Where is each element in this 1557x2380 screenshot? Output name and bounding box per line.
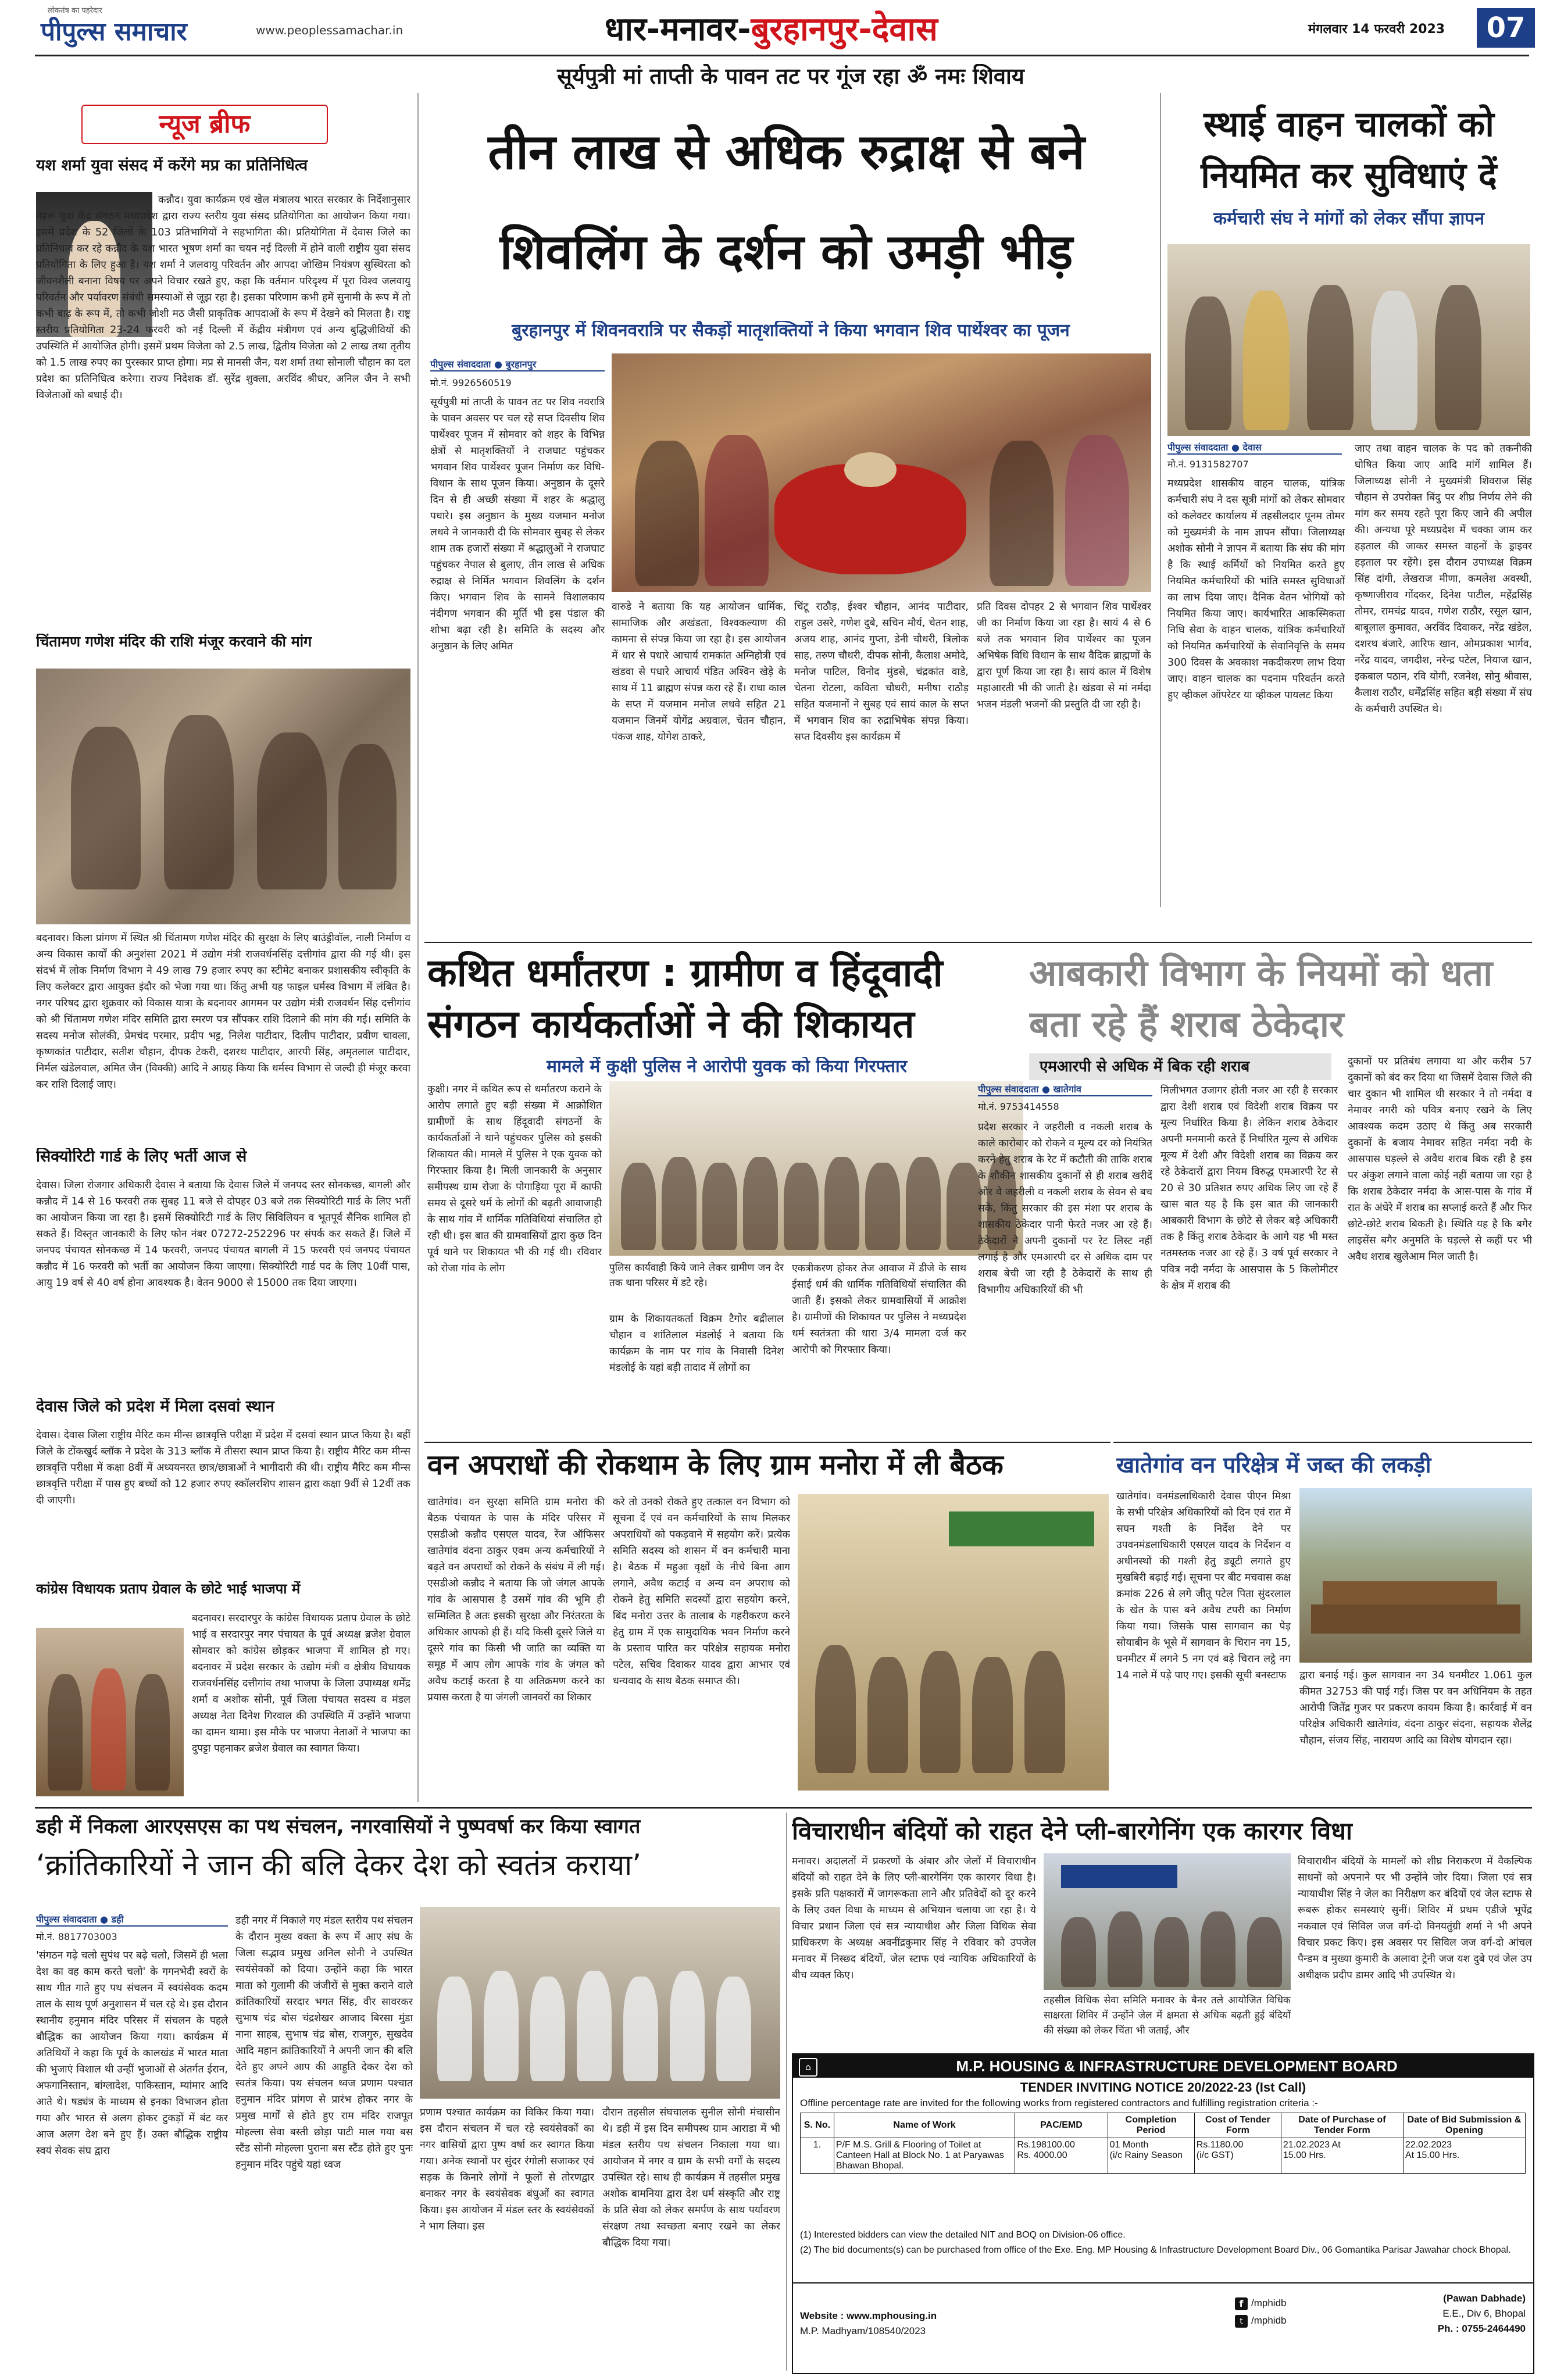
edition-title-part2: बुरहानपुर-देवास — [751, 10, 938, 48]
forest-meet-col1: खातेगांव। वन सुरक्षा समिति ग्राम मनोरा की बैठक पंचायत के पास के मंदिर परिसर में एसडीओ कन्नौद एसएल यादव, रेंज ऑफिसर खातेगांव वंदना ठाकुर एवम अन्य कर्मचारियों ने बढ़ते वन अपराधों को रोकने के संबंध में ली गई। एसडीओ कन्नौद ने बताया कि जो जंगल आपके गांव के आसपास है उसमें गांव की भूमि ही सम्मिलित है अतः इसकी सुरक्षा और निरंतरता के अधिकार आपको ही हैं। यदि किसी दूसरे जिले या दूसरे गांव का किसी भी जाति का व्यक्ति या समूह में आप लोग आपके गांव के जंगल को अवैध कटाई करता है या अतिक्रमण करने का प्रयास करता है या जंगली जानवरों का शिकार — [427, 1496, 605, 1703]
right-top-mobile: मो.नं. 9131582707 — [1167, 459, 1249, 470]
brief5-headline: कांग्रेस विधायक प्रताप ग्रेवाल के छोटे भाई भाजपा में — [36, 1581, 301, 1597]
edition-title — [605, 6, 938, 50]
rss-byline: पीपुल्स संवाददाता ● डही — [36, 1913, 228, 1927]
lead-kicker: सूर्यपुत्री मां ताप्ती के पावन तट पर गूंज रहा ॐ नमः शिवाय — [557, 64, 1024, 89]
forest-meet-headline: वन अपराधों की रोकथाम के लिए ग्राम मनोरा में ली बैठक — [427, 1449, 1004, 1481]
brief1-body: कन्नौद। युवा कार्यक्रम एवं खेल मंत्रालय भारत सरकार के निर्देशानुसार नेहरू युवा केंद्र संगठन मध्यप्रदेश द्वारा राज्य स्तरीय युवा संसद प्रतियोगिता का आयोजन किया गया। इसमें प्रदेश के 52 जिलों के 103 प्रतिभागियों ने सहभागिता की। प्रतियोगिता में देवास जिले का प्रतिनिधत्व कर रहे कन्नौद के यश भारत भूषण शर्मा का चयन नई दिल्ली में होने वाली राष्ट्रीय युवा संसद प्रतियोगिता के लिए हुआ है। यश शर्मा ने जलवायु परिवर्तन और आपदा जोखिम नियंत्रण सुस्थिरता को जीवनशैली बनाना विषय पर अपने विचार रखते हुए, कहा कि वर्तमान परिदृश्य में पूरा विश्व जलवायु परिवर्तन और पर्यावरण संबंधी समस्याओं से जूझ रहा है। इसका परिणाम कभी हमें सुनामी के रूप में तो कभी बाढ़ के रूप में, तो कभी जोशी मठ जैसी प्राकृतिक आपदाओं के रूप में देखने को मिलता है। राष्ट्र स्तरीय प्रतियोगिता 23-24 फरवरी को नई दिल्ली में केंद्रीय मंत्रीगण एवं अन्य बुद्धिजीवियों की उपस्थिति में आयोजित होगी। इसमें प्रथम विजेता को 2.5 लाख, द्वितीय विजेता को 2 लाख तथा तृतीय को 1.5 लाख रुपए का पुरस्कार प्राप्त होगा। मप्र से मानसी जैन, यश शर्मा तथा सोनाली चौहान का दल प्रदेश का प्रतिनिधित्व करेगा। राज्य निदेशक डॉ. सुरेंद्र शुक्ला, अरविंद श्रीधर, अनिल जैन ने सभी विजेताओं को बधाई दी। — [36, 194, 410, 401]
lead-col3: चिंटू राठौड़, ईश्वर चौहान, आनंद पाटीदार, राहुल उसरे, गणेश दुबे, सचिन मौर्य, चेतन शाह, अजय शाह, आनंद गुप्ता, डेनी चौधरी, त्रिलोक साह, तरुण चौधरी, दीपक सोनी, कैलाश अमोदे, मनोज पाटिल, विनोद मुंडसे, चंद्रकांत वाडे, चेतना रोटला, कविता चौधरी, मनीषा राठौड़ सहित यजमानों ने सुबह एवं सायं काल के सप्त में भगवान शिव का रुद्राभिषेक संपन्न किया। सप्त दिवसीय इस कार्यक्रम में — [794, 601, 969, 743]
website-url[interactable]: www.peoplessamachar.in — [256, 23, 403, 37]
ad-madhyam: M.P. Madhyam/108540/2023 — [800, 2325, 926, 2336]
issue-date: मंगलवार 14 फरवरी 2023 — [1308, 22, 1445, 37]
page-number: 07 — [1477, 8, 1535, 48]
rss-quote: ‘क्रांतिकारियों ने जान की बलि देकर देश को स्वतंत्र कराया’ — [36, 1848, 642, 1882]
center-right-rule — [1160, 93, 1161, 907]
tender-table — [800, 2113, 1526, 2174]
mid-divider-3 — [1113, 1442, 1532, 1443]
plea-caption: तहसील विधिक सेवा समिति मनावर के बैनर तले आयोजित विधिक साक्षरता शिविर में उन्होंने जेल में क्षमता से अधिक बढ़ती हुई बंदियों की संख्या को लेकर चिंता भी जताई, और — [1044, 1995, 1291, 2036]
excise-col1: प्रदेश सरकार ने जहरीली व नकली शराब के काले कारोबार को रोकने व मूल्य दर को नियंत्रित करने हेतु शराब के रेट में कटौती की ताकि शराब के शौकीन शासकीय दुकानों से ही शराब खरीदें और वे जहरीली व नकली शराब के सेवन से बच सकें, किंतु सरकार की इस मंशा पर शराब के शासकीय ठेकेदार पानी फेरते नजर आ रहे हैं। ठेकेदारों ने अपनी दुकानों पर रेट लिस्ट नहीं लगाई है और एमआरपी दर से अधिक दाम पर शराब बेची जा रही है ठेकेदारों के साथ ही विभागीय अधिकारियों की भी — [978, 1121, 1152, 1296]
lead-mobile: मो.नं. 9926560519 — [430, 377, 512, 388]
facebook-icon[interactable]: f — [1235, 2297, 1248, 2310]
logo-tagline: लोकतंत्र का पहरेदार — [48, 6, 102, 15]
plea-headline: विचाराधीन बंदियों को राहत देने प्ली-बारगेनिंग एक कारगर विधा — [792, 1817, 1352, 1845]
left-column-rule — [417, 93, 419, 1802]
rss-col4: दौरान तहसील संघचालक सुनील सोनी मंचासीन थे। डही में इस दिन समीपस्थ ग्राम आराडा में भी मंडल स्तरीय पथ संचलन निकाला गया था। आयोजन में नगर व ग्राम के सभी वर्गों के सदस्य उपस्थित रहे। साथ ही कार्यक्रम में तहसील प्रमुख अशोक बामनिया द्वारा देश धर्म संस्कृति और राष्ट्र के प्रति सेवा को लेकर समर्पण के साथ पर्यावरण संरक्षण तथा स्वच्छता बनाए रखने का लेकर बौद्धिक दिया गया। — [602, 2107, 780, 2249]
ad-website[interactable]: Website : www.mphousing.in — [800, 2310, 937, 2321]
rss-photo — [420, 1907, 780, 2099]
col-work: Name of Work — [834, 2113, 1015, 2138]
row-completion: 01 Month (i/c Rainy Season — [1108, 2138, 1194, 2174]
edition-title-part1: धार-मनावर- — [605, 10, 751, 48]
brief2-headline: चिंतामण गणेश मंदिर की राशि मंजूर करवाने की मांग — [36, 634, 312, 650]
twitter-icon[interactable]: t — [1235, 2315, 1248, 2328]
lead-subhead: बुरहानपुर में शिवनवरात्रि पर सैकड़ों मातृशक्तियों ने किया भगवान शिव पार्थेश्वर का पूजन — [512, 321, 1070, 341]
tender-table-header — [801, 2113, 1526, 2138]
rss-col3: प्रणाम पश्चात कार्यक्रम का विकिर किया गया। इस दौरान संचलन में चल रहे स्वयंसेवकों का नगर वासियों द्वारा पुष्प वर्षा कर स्वागत किया गया। अनेक स्थानों पर सुंदर रंगोली सजाकर एवं सड़क के किनारे लोगों ने फूलों से तोरणद्वार बनाकर नगर के स्वयंसेवक बंधुओं का स्वागत किया। इस आयोजन में मंडल स्तर के स्वयंसेवकों ने भाग लिया। इस — [420, 2107, 594, 2232]
ad-signer: (Pawan Dabhade) — [1443, 2293, 1526, 2304]
forest-wood-headline: खातेगांव वन परिक्षेत्र में जब्त की लकड़ी — [1116, 1452, 1431, 1478]
excise-col3: दुकानों पर प्रतिबंध लगाया था और करीब 57 दुकानों को बंद कर दिया था जिसमें देवास जिले की चार दुकान भी शामिल थी सरकार ने तो नर्मदा व नेमावर नगरी को पवित्र बनाए रखने के लिए आवश्यक कदम उठाए थे किंतु अब सरकारी दुकानों के बजाय नेमावर सहित नर्मदा नदी के आसपास घड़ल्ले से अवैध शराब बिक रही है इस पर अंकुश लगाने वाला कोई नहीं बताया जा रहा है कि शराब ठेकेदार नर्मदा के आस-पास के गांव में रात के अंधेरे में शराब का सप्लाई करते हैं और फिर छोटे-छोटे शराब बिकती है। स्थिति यह है कि बगैर लाइसेंस बगैर अनुमति के घड़ल्ले से कहीं पर भी अवैध शराब खुलेआम मिल जाती है। — [1348, 1056, 1532, 1263]
ad-social-twitter[interactable]: /mphidb — [1251, 2315, 1287, 2326]
row-bid: 22.02.2023 At 15.00 Hrs. — [1403, 2138, 1525, 2174]
row-purchase: 21.02.2023 At 15.00 Hrs. — [1281, 2138, 1403, 2174]
lead-col1: सूर्यपुत्री मां ताप्ती के पावन तट पर शिव नवरात्रि के पावन अवसर पर चल रहे सप्त दिवसीय शिव पार्थेश्वर पूजन में सोमवार को शहर के विभिन्न क्षेत्रों से मातृशक्तियों ने राजघाट पहुंचकर भगवान शिव पार्थेश्वर पूजन निर्माण कर विधि-विधान के साथ पूजन किया। अनुष्ठान के दूसरे दिन से ही अच्छी संख्या में शहर के श्रद्धालु पधारे। इस अनुष्ठान के मुख्य यजमान मनोज लधवे ने जानकारी दी कि सोमवार सुबह से लेकर शाम तक हजारों संख्या में श्रद्धालुओं ने राजघाट पहुंचकर नेपाल से बुलाए, तीन लाख से अधिक रुद्राक्ष से निर्मित भगवान शिवलिंग के दर्शन किए। भगवान शिव के सामने विशालकाय नंदीगण भगवान की मूर्ति भी इस पंडाल की शोभा बढ़ा रही है। समिति के सदस्य और अनुष्ठान के लिए अमित — [430, 396, 605, 652]
row-pac: Rs.198100.00 Rs. 4000.00 — [1015, 2138, 1108, 2174]
right-top-col1: मध्यप्रदेश शासकीय वाहन चालक, यांत्रिक कर्मचारी संघ ने दस सूत्री मांगों को लेकर सोमवार को कलेक्टर कार्यालय में तहसीलदार पूनम तोमर को मुख्यमंत्री के नाम ज्ञापन सौंपा। जिलाध्यक्ष अशोक सोनी ने ज्ञापन में बताया कि संघ की मांग है कि स्थाई कर्मियों को नियमित करते हुए नियमित कर्मचारियों की भांति समस्त सुविधाओं का लाभ दिया जाए। दैनिक वेतन भोगियों को नियमित किया जाए। कार्यभारित आकस्मिकता निधि सेवा के वाहन चालक, यांत्रिक कर्मचारियों को नियमित कर्मचारियों के सेवानिवृत्ति के समय 300 दिवस के अवकाश नकदीकरण लाभ दिया जाए। वाहन चालक का पदनाम परिवर्तन करते हुए व्हीकल ऑपरेटर या व्हीकल पायलट किया — [1167, 478, 1345, 701]
bottom-divider — [35, 1807, 1532, 1809]
tender-table-row — [801, 2138, 1526, 2174]
col-sno: S. No. — [801, 2113, 834, 2138]
brief3-headline: सिक्योरिटी गार्ड के लिए भर्ती आज से — [36, 1148, 247, 1166]
lead-headline: तीन लाख से अधिक रुद्राक्ष से बने शिवलिंग के दर्शन को उमड़ी भीड़ — [488, 123, 1085, 280]
rss-col1: 'संगठन गढ़े चलो सुपंथ पर बढ़े चलो, जिसमें ही भला देश का वह काम करते चलो' के गगनभेदी स्वरों के साथ गीत गाते हुए पथ संचलन में स्वयंसेवक कदम ताल के साथ पूर्ण अनुशासन में चल रहे थे। इस दौरान स्थानीय हनुमान मंदिर परिसर में संचलन के पहले बौद्धिक का आयोजन किया गया। कार्यक्रम में अतिथियों ने कहा कि पूर्व के कालखंड में भारत माता की भुजाएं विशाल थी उन्हीं भुजाओं से अंतर्गत ईरान, अफगानिस्तान, बांग्लादेश, पाकिस्तान, म्यांमार आदि आते थे। षड्यंत्र के माध्यम से इनका विभाजन होता गया और भारत से अलग होकर टुकड़ों में बंट कर आज अलग देश बने हुए हैं। उक्त बौद्धिक राष्ट्रीय स्वयं सेवक संघ द्वारा — [36, 1950, 228, 2157]
plea-photo — [1044, 1853, 1291, 1990]
mphidb-logo-icon: ⌂ — [799, 2058, 817, 2077]
ad-signer-title: E.E., Div 6, Bhopal — [1442, 2308, 1526, 2319]
brief5-photo — [36, 1628, 184, 1796]
ad-social-facebook[interactable]: /mphidb — [1251, 2297, 1287, 2308]
rss-col2: डही नगर में निकाले गए मंडल स्तरीय पथ संचलन के दौरान मुख्य वक्ता के रूप में आए संघ के जिला सद्भाव प्रमुख अनिल सोनी ने उपस्थित स्वयंसेवकों को दिया। उन्होंने कहा कि भारत माता को गुलामी की जंजीरों से मुक्त कराने वाले क्रांतिकारियों सरदार भगत सिंह, वीर सावरकर सुभाष चंद्र बोस चंद्रशेखर आजाद बिरसा मुंडा नाना साहब, सुभाष चंद्र बोस, राजगुरु, सुखदेव आदि महान क्रांतिकारियों ने अपनी जान की बलि देते हुए अपने आप की आहुति देकर देश को स्वतंत्र किया। पथ संचलन ध्वज प्रणाम पश्चात हनुमान मंदिर प्रांगण से प्रारंभ होकर नगर के प्रमुख मार्गों से होते हुए राम मंदिर राजपूत मोहल्ला सेवा बस्ती छोड़ा पाटी माल गया बस स्टैंड सोनी मोहल्ला पुराना बस स्टैंड होते हुए पुनः हनुमान मंदिर पहुंचे यहां ध्वज — [235, 1915, 413, 2171]
conversion-col2: ग्राम के शिकायतकर्ता विक्रम टैगोर बद्रीलाल चौहान व शांतिलाल मंडलोई ने बताया कि कार्यक्रम के नाम पर गांव के निवासी दिनेश मंडलोई के यहां बड़ी तादाद में लोगों का — [609, 1313, 784, 1374]
conversion-col3: एकत्रीकरण होकर तेज आवाज में डीजे के साथ ईसाई धर्म की धार्मिक गतिविधियों संचालित की जाती हैं। इसको लेकर ग्रामवासियों में आक्रोश है। ग्रामीणों की शिकायत पर पुलिस ने मध्यप्रदेश धर्म स्वतंत्रता की धारा 3/4 मामला दर्ज कर आरोपी को गिरफ्तार किया। — [792, 1263, 966, 1356]
conversion-headline: कथित धर्मांतरण : ग्रामीण व हिंदूवादी संगठन कार्यकर्ताओं ने की शिकायत — [427, 950, 943, 1046]
forest-wood-col2: द्वारा बनाई गई। कुल सागवान नग 34 घनमीटर 1.061 कुल कीमत 32753 की पाई गई। जिस पर वन अधिनियम के तहत आरोपी जितेंद्र गुजर पर प्रकरण कायम किया है। कार्रवाई में वन परिक्षेत्र अधिकारी खातेगांव, वंदना ठाकुर संदना, सहायक शैलेंद्र चौहान, संजय सिंह, नारायण आदि का विशेष योगदान रहा। — [1299, 1670, 1532, 1746]
right-top-byline: पीपुल्स संवाददाता ● देवास — [1167, 441, 1342, 455]
right-top-photo — [1167, 244, 1530, 436]
brief2-photo — [36, 669, 410, 924]
row-sno: 1. — [801, 2138, 834, 2174]
excise-subhead-box — [1029, 1053, 1331, 1080]
excise-subhead: एमआरपी से अधिक में बिक रही शराब — [1040, 1058, 1250, 1075]
mid-divider-2 — [424, 1442, 1110, 1443]
ad-board-name: M.P. HOUSING & INFRASTRUCTURE DEVELOPMENT BOARD — [956, 2057, 1398, 2075]
brief3-body: देवास। जिला रोजगार अधिकारी देवास ने बताया कि देवास जिले में जनपद स्तर सोनकच्छ, बागली और कन्नौद में 14 से 16 फरवरी तक सुबह 11 बजे से दोपहर 03 बजे तक सिक्योरिटी गार्ड के लिए भर्ती का आयोजन किया जा रहा है। इसमें सिक्योरिटी गार्ड के लिए सिविलियन व भूतपूर्व सैनिक शामिल हो सकते हैं। विस्तृत जानकारी के लिए फोन नंबर 07272-252296 पर संपर्क कर सकते हैं। जिले में जनपद पंचायत सोनकच्छ में 14 फरवरी, जनपद पंचायत बागली में 15 फरवरी एवं जनपद पंचायत कन्नौद में 16 फरवरी को भर्ती का आयोजन किया जाएगा। सिक्योरिटी गार्ड पद के लिए 10वीं पास, आयु 19 वर्ष से 40 वर्ष होना आवश्यक है। वेतन 9000 से 15000 तक दिया जाएगा। — [36, 1180, 410, 1289]
brief4-body: देवास। देवास जिला राष्ट्रीय मैरिट कम मीन्स छात्रवृत्ति परीक्षा में प्रदेश में दसवां स्थान प्राप्त किया है। बहीं जिले के टोंकखुर्द ब्लॉक ने प्रदेश के 313 ब्लॉक में तीसरा स्थान प्राप्त किया है। राष्ट्रीय मैरिट कम मीन्स छात्रवृत्ति परीक्षा में कक्षा 8वीं में अध्ययनरत छात्र/छात्राओं ने भागीदारी की थी। राष्ट्रीय मैरिट कम मीन्स छात्रवृत्ति परीक्षा में पास हुए बच्चों को 12 हजार रुपए स्कॉलरशिप शासन द्वारा कक्षा 9वीं से 12वीं तक दी जाएगी। — [36, 1430, 410, 1506]
right-top-subhead: कर्मचारी संघ ने मांगों को लेकर सौंपा ज्ञापन — [1213, 209, 1484, 229]
masthead — [0, 0, 1557, 56]
news-brief-label — [81, 105, 328, 144]
brief5-body: बदनावर। सरदारपुर के कांग्रेस विधायक प्रताप ग्रेवाल के छोटे भाई व सरदारपुर नगर पंचायत के पूर्व अध्यक्ष ब्रजेश ग्रेवाल सोमवार को कांग्रेस छोड़कर भाजपा में शामिल हो गए। बदनावर में प्रदेश सरकार के उद्योग मंत्री व क्षेत्रीय विधायक राजवर्धनसिंह दत्तीगांव तथा भाजपा के जिला उपाध्यक्ष धर्मेंद्र शर्मा व अशोक सोनी, पूर्व जिला पंचायत सदस्य व मंडल अध्यक्ष नेता दिनेश गिरवाल की उपस्थिति में उन्होंने भाजपा का दामन थामा। इस मौके पर भाजपा नेताओं ने भाजपा का दुपट्टा पहनाकर ब्रजेश ग्रेवाल का स्वागत किया। — [192, 1613, 410, 1754]
ad-footer-rule — [793, 2282, 1533, 2283]
rss-headline: डही में निकला आरएसएस का पथ संचलन, नगरवासियों ने पुष्पवर्षा कर किया स्वागत — [36, 1815, 641, 1838]
excise-col2: मिलीभगत उजागर होती नजर आ रही है सरकार द्वारा देशी शराब एवं विदेशी शराब विक्रय पर मूल्य निर्धारित किया है। लेकिन शराब ठेकेदार अपनी मनमानी करते हैं निर्धारित मूल्य से अधिक मूल्य में देशी और विदेशी शराब का विक्रय कर रहे ठेकेदारों द्वारा नियम विरुद्ध एमआरपी रेट से 20 से 30 प्रतिशत रुपए अधिक लिए जा रहे हैं खास बात यह है कि इस बात की जानकारी आबकारी विभाग के छोटे से लेकर बड़े अधिकारी तक है किंतु शराब ठेकेदार के आगे यह भी मस्त नतमस्तक नजर आ रहे हैं। 3 वर्ष पूर्व सरकार ने पवित्र नदी नर्मदा के आसपास के 5 किलोमीटर के क्षेत्र में शराब की — [1160, 1085, 1338, 1292]
excise-byline: पीपुल्स संवाददाता ● खातेगांव — [978, 1082, 1152, 1096]
news-brief-title: न्यूज ब्रीफ — [159, 109, 251, 139]
ad-note-2: (2) The bid documents(s) can be purchased from office of the Exe. Eng. MP Housing & Infrastructure Development Board Div., 06 Gomantika Parisar Jawahar chock Bhopal. — [800, 2245, 1511, 2255]
lead-col2: वारुडे ने बताया कि यह आयोजन धार्मिक, सामाजिक और अखंडता, विश्वकल्याण की कामना से संपन्न किया जा रहा है। इस आयोजन में धार से पधारे आचार्य रामकांत अग्निहोत्री एवं खंडवा से पधारे आचार्य पंडित अश्विन खेड़े के साथ में 11 ब्राह्मण संपन्न करा रहे हैं। राधा काल के सप्त में यजमान मनोज लधवे सहित 21 यजमान जिनमें योगेंद्र अग्रवाल, चेतन चौहान, पंकज शाह, योगेश ठाकरे, — [612, 601, 786, 743]
conversion-photo — [609, 1081, 1023, 1256]
right-top-headline: स्थाई वाहन चालकों को नियमित कर सुविधाएं दें — [1201, 104, 1497, 196]
forest-meet-col2: करे तो उनको रोकते हुए तत्काल वन विभाग को सूचना दें एवं वन कर्मचारियों के साथ मिलकर अपराधियों को पकड़वाने में सहयोग करें। प्रत्येक समिति सदस्य को शासन में वन कर्मचारी माना है। बैठक में महुआ वृक्षों के नीचे बिना आग लगाने, अवैध कटाई व अन्य वन अपराध को रोकने हेतु समिति सदस्यों द्वारा सहयोग करने, बिंद मनोरा उत्तर के तालाब के गहरीकरण करने हेतु ग्राम में एक सामुदायिक भवन निर्माण करने के प्रस्ताव पारित कर परिक्षेत्र सहायक मनोरा पटेल, सचिव दिवाकर यादव द्वारा आभार एवं धन्यवाद के साथ बैठक समाप्त की। — [613, 1496, 790, 1687]
col-purchase: Date of Purchase of Tender Form — [1281, 2113, 1403, 2138]
lead-byline: पीपुल्स संवाददाता ● बुरहानपुर — [430, 358, 605, 371]
newspaper-logo: पीपुल्स समाचार — [41, 17, 187, 47]
conversion-col1: कुक्षी। नगर में कथित रूप से धर्मांतरण कराने के आरोप लगाते हुए बड़ी संख्या में आक्रोशित ग्रामीणों के साथ हिंदूवादी संगठनों के कार्यकर्ताओं ने थाने पहुंचकर पुलिस को इसकी शिकायत की। मामले में पुलिस ने एक युवक को गिरफ्तार किया है। मिली जानकारी के अनुसार समीपस्थ ग्राम रोजा के पोगाड़िया पूरा में काफी समय से दूसरे धर्म के लोगों की बढ़ती आवाजाही के साथ गांव में धार्मिक गतिविधियां संचालित हो रही थी। इस बात की ग्रामवासियों द्वारा कुछ दिन पूर्व थाने पर शिकायत भी की गई थी। रविवार को रोजा गांव के लोग — [427, 1084, 602, 1274]
excise-mobile: मो.नं. 9753414558 — [978, 1101, 1059, 1112]
ad-note-1: (1) Interested bidders can view the detailed NIT and BOQ on Division-06 office. — [800, 2230, 1126, 2240]
ad-notice-title: TENDER INVITING NOTICE 20/2022-23 (Ist Call) — [1020, 2080, 1306, 2095]
col-bid: Date of Bid Submission & Opening — [1403, 2113, 1525, 2138]
conversion-subhead: मामले में कुक्षी पुलिस ने आरोपी युवक को किया गिरफ्तार — [547, 1057, 907, 1077]
tender-ad — [792, 2053, 1534, 2374]
conversion-caption: पुलिस कार्यवाही किये जाने लेकर ग्रामीण जन देर तक थाना परिसर में डटे रहे। — [609, 1262, 784, 1289]
lead-col4: प्रति दिवस दोपहर 2 से भगवान शिव पार्थेश्वर जी का निर्माण किया जा रहा है। सायं 4 से 6 बजे तक भगवान शिव पार्थेश्वर का पूजन अभिषेक विधि विधान के साथ वैदिक ब्राह्मणों के द्वारा पूर्ण किया जा रहा है। सायं काल में विशेष महाआरती भी की जाती है। खंडवा से मां नर्मदा भजन मंडली भजनों की प्रस्तुति दी जा रही है। — [977, 601, 1151, 710]
bottom-column-rule — [786, 1813, 787, 2371]
masthead-divider — [35, 55, 1529, 56]
mid-divider-1 — [424, 942, 1532, 943]
forest-meet-photo — [798, 1494, 1109, 1791]
lead-photo — [612, 353, 1151, 592]
brief4-headline: देवास जिले को प्रदेश में मिला दसवां स्थान — [36, 1398, 274, 1416]
brief2-body: बदनावर। किला प्रांगण में स्थित श्री चिंतामण गणेश मंदिर की सुरक्षा के लिए बाउंड्रीवॉल, नाली निर्माण व अन्य विकास कार्यों की अनुशंसा 2021 में उद्योग मंत्री राजवर्धनसिंह दत्तीगांव द्वारा की गई थी। इस संदर्भ में लोक निर्माण विभाग ने 49 लाख 79 हजार रुपए का स्टीमेट बनाकर प्रशासकीय स्वीकृति के लिए कलेक्टर द्वारा आयुक्त इंदौर को भेजा गया था। किंतु अभी यह फाइल धर्मस्व विभाग में लंबित है। नगर परिषद द्वारा शुक्रवार को विकास यात्रा के बदनावर आगमन पर उद्योग मंत्री राजवर्धन सिंह दत्तीगांव को श्री चिंतामण गणेश मंदिर समिति द्वारा स्मरण पत्र सौंपकर राशि दिलाने की मांग की गई। समिति के सदस्य मनोज सोलंकी, प्रेमचंद परमार, प्रदीप भट्ट, निलेश पाटीदार, दिलीप पाटीदार, प्रवीण चावला, कृष्णकांत पाटीदार, सतीश चौहान, दीपक टेकरी, दशरथ पाटीदार, आरपी सिंह, अमृतलाल पाटीदार, निर्मल खंडेलवाल, अमित जैन (विक्की) आदि ने आग्रह किया कि धर्मस्व विभाग से जल्दी ही मंजूर करवा कर राशि दिलाई जाए। — [36, 932, 410, 1091]
forest-wood-photo — [1299, 1488, 1532, 1663]
brief1-headline: यश शर्मा युवा संसद में करेंगे मप्र का प्रतिनिधित्व — [36, 157, 308, 174]
ad-intro: Offline percentage rate are invited for the following works from registered contractors and fulfilling registration criteria :- — [800, 2097, 1318, 2109]
excise-headline: आबकारी विभाग के नियमों को धता बता रहे हैं शराब ठेकेदार — [1029, 952, 1493, 1045]
col-cost: Cost of Tender Form — [1194, 2113, 1281, 2138]
col-pac: PAC/EMD — [1015, 2113, 1108, 2138]
plea-col1: मनावर। अदालतों में प्रकरणों के अंबार और जेलों में विचाराधीन बंदियों को राहत देने के लिए प्ली-बारगेनिंग एक कारगर विधा है। इसके प्रति पक्षकारों में जागरूकता लाने और प्रतिवेदों को दूर करने के लिए उक्त विधा के माध्यम से अभियान चलाया जा रहा है। ये विचार प्रधान जिला एवं सत्र न्यायाधीश और जिला विधिक सेवा प्राधिकरण के अध्यक्ष अवनींद्रकुमार सिंह ने रविवार को उपजेल मनावर में निस्छ्द बंदियों, जेल स्टाफ एवं न्यायिक अधिकारियों के बीच व्यक्त किए। — [792, 1856, 1036, 1981]
forest-wood-col1: खातेगांव। वनमंडलाधिकारी देवास पीएन मिश्रा के सभी परिक्षेत्र अधिकारियों को दिन एवं रात में सघन गश्ती के निर्देश देने पर उपवनमंडलाधिकारी एसएल यादव के निर्देशन व अधीनस्थों की गश्ती हेतु ड्यूटी लगाते हुए मुखबिरी बढ़ाई गई। सूचना पर बीट मचवास कक्ष क्रमांक 226 से लगे जीतू पटेल पिता सुंदरलाल के खेत के पास बने अवैध टपरी का निर्माण किया गया। जिसके पास सागवान का पेड़ सोयाबीन के भूसे में सागवान के चिरान नग 15, घनमीटर में लगने 5 नग एवं बड़े चिरान लट्ठे नग 14 नाले में पड़े पाए गए। इसकी सूची बनस्टाफ — [1116, 1491, 1291, 1681]
right-top-col2: जाए तथा वाहन चालक के पद को तकनीकी घोषित किया जाए आदि मांगें शामिल हैं। जिलाध्यक्ष सोनी ने मुख्यमंत्री शिवराज सिंह चौहान से उपरोक्त बिंदु पर शीघ्र निर्णय लेने की मांग कर समय रहते पूरा किए जाने की अपील की। अन्यथा पूरे मध्यप्रदेश में चक्का जाम कर हड़ताल की जाकर समस्त वाहनों के ड्राइवर हड़ताल पर रहेंगे। इस दौरान उपाध्यक्ष विक्रम सिंह दांगी, लेखराज मीणा, कमलेश अवस्थी, कृष्णाजीराव गोंदकर, दिनेश पाटील, महेंद्रसिंह तोमर, रामचंद्र यादव, गणेश राठौर, रसूल खान, बाबूलाल कुमावत, अरविंद दिवाकर, नरेंद्र खंडेल, दशरथ बंजारे, आरिफ खान, ओमप्रकाश भार्गव, नरेंद्र यादव, जगदीश, नरेन्द्र पटेल, नियाज खान, इकबाल पठान, रवि योगी, रजनेश, सोनु श्रीवास, कैलाश राठौर, धर्मेंद्रसिंह सहित बड़ी संख्या में संघ के कर्मचारी उपस्थित थे। — [1355, 443, 1532, 715]
col-completion: Completion Period — [1108, 2113, 1194, 2138]
row-work: P/F M.S. Grill & Flooring of Toilet at Canteen Hall at Block No. 1 at Paryawas Bhawan Bhopal. — [834, 2138, 1015, 2174]
rss-mobile: मो.नं. 8817703003 — [36, 1931, 117, 1942]
row-cost: Rs.1180.00 (i/c GST) — [1194, 2138, 1281, 2174]
ad-phone: Ph. : 0755-2464490 — [1437, 2323, 1526, 2334]
plea-col2: विचाराधीन बंदियों के मामलों को शीघ्र निराकरण में वैकल्पिक साधनों को अपनाने पर भी उन्होंने जोर दिया। जिला एवं सत्र न्यायाधीश सिंह ने जेल का निरीक्षण कर बंदियों एवं जेल स्टाफ से रूबरू होकर समस्याएं सुनीं। शिविर में प्रथम एडीजे भूपेंद्र नकवाल एवं सिविल जज वर्ग-दो विनयतुंग्री शर्मा ने भी अपने विचार प्रकट किए। इस अवसर पर सिविल जज वर्ग-दो आंचल पैन्डम व मुख्या कुमारी के अलावा ट्रेनी जज यश दुबे एवं जेल उप अधीक्षक प्रदीप डामर आदि भी उपस्थित थे। — [1298, 1856, 1532, 1981]
